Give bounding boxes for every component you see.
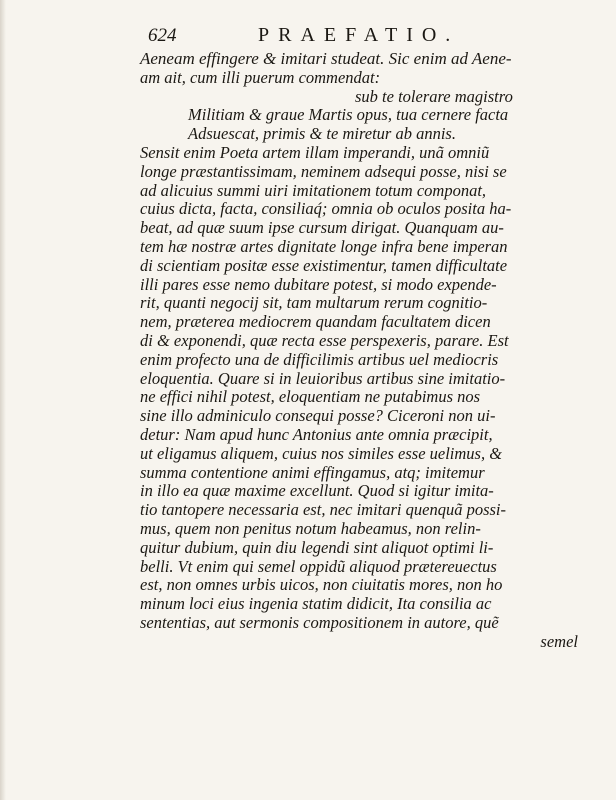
text-line: di scientiam positæ esse existimentur, tamen difficultate bbox=[140, 255, 508, 275]
text-line: cuius dicta, facta, consiliaq́; omnia ob oculos posita ha- bbox=[140, 199, 512, 219]
text-line: mus, quem non penitus notum habeamus, non relin- bbox=[140, 518, 481, 538]
catchword: semel bbox=[540, 631, 578, 651]
text-line: illi pares esse nemo dubitare potest, si modo expende- bbox=[140, 274, 497, 294]
text-line: beat, ad quæ suum ipse cursum dirigat. Quanquam au- bbox=[140, 218, 504, 238]
text-line: di & exponendi, quæ recta esse perspexeris, parare. Est bbox=[140, 330, 509, 350]
page-edge-shadow bbox=[0, 0, 6, 800]
text-line: nem, præterea mediocrem quandam facultatem dicen bbox=[140, 312, 491, 332]
text-line: sententias, aut sermonis compositionem in autore, quẽ bbox=[140, 612, 499, 632]
text-line: detur: Nam apud hunc Antonius ante omnia præcipit, bbox=[140, 424, 493, 444]
text-line: belli. Vt enim qui semel oppidũ aliquod prætereuectus bbox=[140, 556, 497, 576]
body-text bbox=[140, 50, 580, 652]
page-number: 624 bbox=[148, 25, 177, 46]
text-line: eloquentia. Quare si in leuioribus artibus sine imitatio- bbox=[140, 368, 506, 388]
text-line: ut eligamus aliquem, cuius nos similes esse uelimus, & bbox=[140, 443, 503, 463]
text-line: longe præstantissimam, neminem adsequi posse, nisi se bbox=[140, 161, 507, 181]
text-line: in illo ea quæ maxime excellunt. Quod si igitur imita- bbox=[140, 481, 494, 501]
text-line: minum loci eius ingenia statim didicit, Ita consilia ac bbox=[140, 594, 492, 614]
text-line: rit, quanti negocij sit, tam multarum rerum cognitio- bbox=[140, 293, 488, 313]
verse-line: Militiam & graue Martis opus, tua cernere facta bbox=[188, 105, 509, 125]
text-line: sine illo adminiculo consequi posse? Ciceroni non ui- bbox=[140, 406, 496, 426]
text-line: enim profecto una de difficilimis artibus uel mediocris bbox=[140, 349, 499, 369]
text-line: summa contentione animi effingamus, atq; imitemur bbox=[140, 462, 485, 482]
text-line: quitur dubium, quin diu legendi sint aliquot optimi li- bbox=[140, 537, 494, 557]
text-line: ad alicuius summi uiri imitationem totum componat, bbox=[140, 180, 487, 200]
text-line: ne effici nihil potest, eloquentiam ne putabimus nos bbox=[140, 387, 481, 407]
verse-line: Adsuescat, primis & te miretur ab annis. bbox=[188, 124, 456, 144]
text-line: tio tantopere necessaria est, nec imitari quenquã possi- bbox=[140, 500, 507, 520]
running-head: PRAEFATIO. bbox=[258, 24, 460, 46]
verse-line: sub te tolerare magistro bbox=[355, 86, 513, 106]
text-line: tem hæ nostræ artes dignitate longe infra bene imperan bbox=[140, 236, 508, 256]
text-line: am ait, cum illi puerum commendat: bbox=[140, 67, 381, 87]
text-line: Sensit enim Poeta artem illam imperandi, unã omniũ bbox=[140, 142, 490, 162]
page-header bbox=[140, 20, 610, 50]
text-line: est, non omnes urbis uicos, non ciuitatis mores, non ho bbox=[140, 575, 503, 595]
text-line: Aeneam effingere & imitari studeat. Sic enim ad Aene- bbox=[140, 49, 512, 68]
